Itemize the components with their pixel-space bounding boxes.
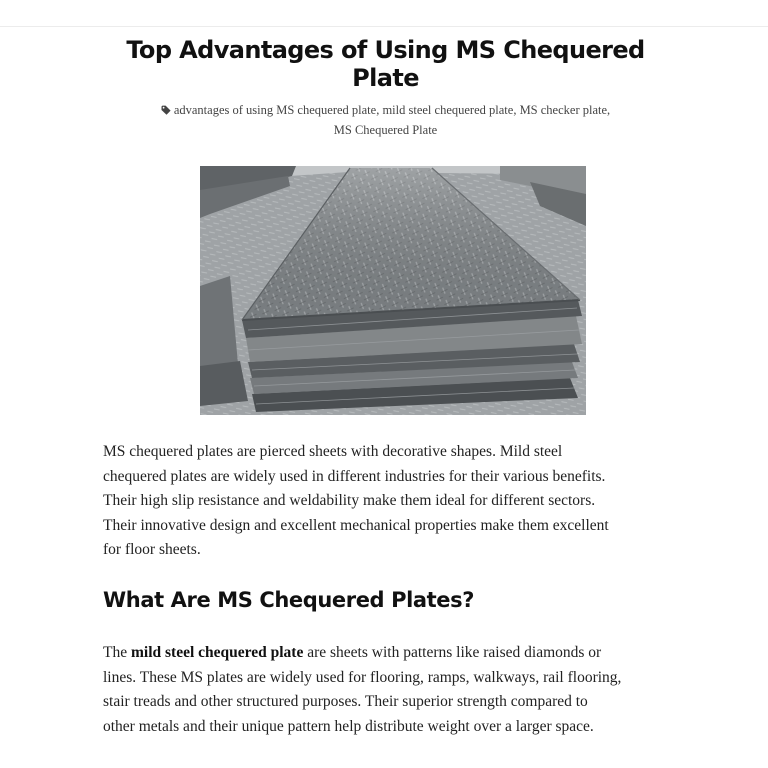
tag-list: advantages of using MS chequered plate, mild steel chequered plate, MS checker plate, MS Chequered Plate — [123, 100, 648, 140]
article-title: Top Advantages of Using MS Chequered Plate — [126, 36, 645, 92]
intro-paragraph — [103, 440, 683, 563]
chequered-plate-photo — [200, 166, 586, 415]
text-line: other metals and their unique pattern help distribute weight over a larger space. — [103, 717, 594, 735]
section-heading: What Are MS Chequered Plates? — [103, 588, 475, 612]
text-line: MS chequered plates are pierced sheets with decorative shapes. Mild steel — [103, 443, 563, 460]
tag-link[interactable]: advantages of using MS chequered plate — [173, 103, 377, 117]
text-line: Their innovative design and excellent mechanical properties make them excellent — [103, 516, 609, 534]
text-line: for floor sheets. — [103, 541, 201, 558]
top-header-bar — [0, 0, 768, 27]
tag-link[interactable]: MS checker plate — [519, 103, 608, 117]
section-paragraph — [103, 641, 683, 739]
tag-link[interactable]: mild steel chequered plate — [382, 103, 514, 117]
text-line: The — [103, 644, 131, 661]
text-line: are sheets with patterns like raised diamonds or — [303, 644, 602, 661]
text-line: Their high slip resistance and weldability make them ideal for different sectors. — [103, 492, 596, 509]
tag-icon — [161, 105, 171, 115]
text-line: stair treads and other structured purposes. Their superior strength compared to — [103, 693, 588, 710]
bold-term: mild steel chequered plate — [130, 644, 304, 661]
tag-link[interactable]: MS Chequered Plate — [333, 123, 438, 137]
text-line: lines. These MS plates are widely used for flooring, ramps, walkways, rail flooring, — [103, 668, 622, 686]
text-line: chequered plates are widely used in different industries for their various benefits. — [103, 467, 606, 485]
